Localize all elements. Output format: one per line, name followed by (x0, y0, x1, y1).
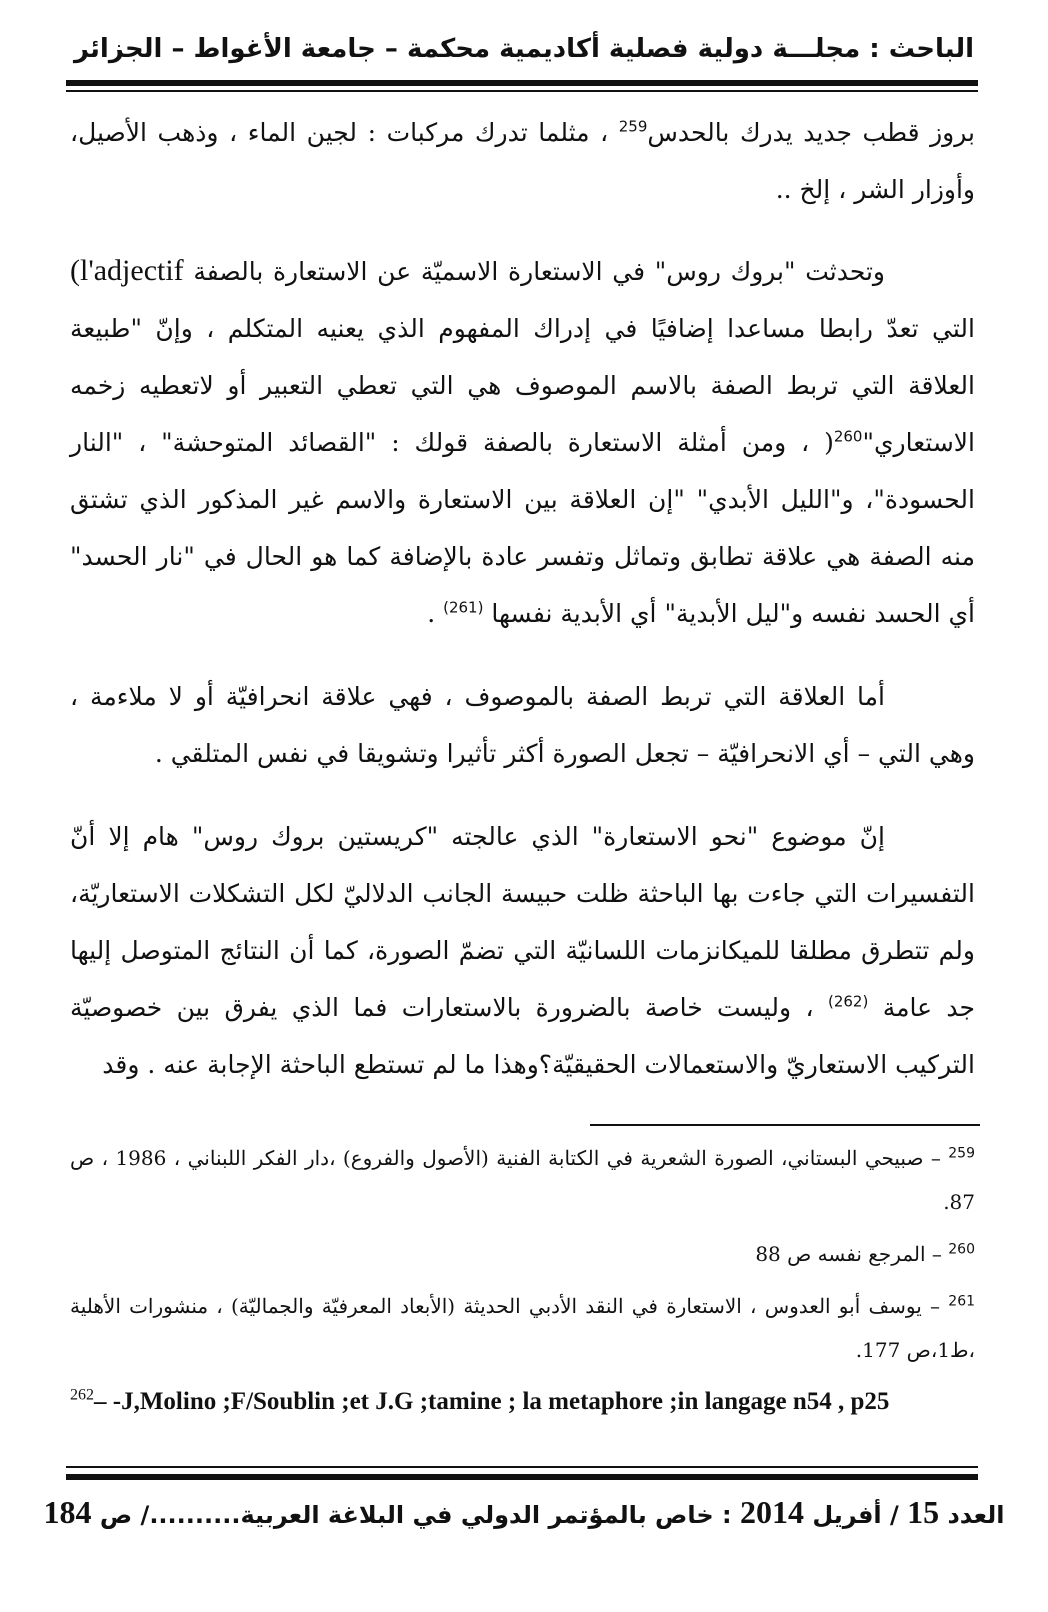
paragraph-4-text-a: إنّ موضوع "نحو الاستعارة" الذي عالجته "كريستين بروك روس" هام إلا أنّ التفسيرات التي جاءت بها الباحثة ظلت حبيسة الجانب الدلاليّ لكل التشكلات الاستعاريّة، ولم تتطرق مطلقا للميكانزمات اللسانيّة التي تضمّ الصورة، كما أن النتائج المتوصل إليها جد عامة (70, 822, 976, 1022)
header-rule-thick (66, 80, 978, 86)
paragraph-1-text-b: ، مثلما تدرك مركبات : لجين الماء ، وذهب الأصيل، وأوزار الشر ، إلخ .. (70, 118, 975, 204)
paragraph-2-text-c: ( ، ومن أمثلة الاستعارة بالصفة قولك : "القصائد المتوحشة" ، "النار الحسودة"، و"الليل الأبدي" "إن العلاقة بين الاستعارة والاسم غير المذكور الذي تشتق منه الصفة هي علاقة تطابق وتماثل وتفسر عادة بالإضافة كما هو الحال في "نار الحسد" أي الحسد نفسه و"ليل الأبدية" أي الأبدية نفسها (70, 428, 975, 628)
paragraph-1-text-a: بروز قطب جديد يدرك بالحدس (647, 118, 975, 147)
footnote-text: – يوسف أبو العدوس ، الاستعارة في النقد الأدبي الحديثة (الأبعاد المعرفيّة والجماليّة) ، منشورات الأهلية ،ط1،ص 177. (70, 1294, 975, 1362)
paragraph-2 (70, 242, 975, 642)
footnote-separator (590, 1124, 980, 1126)
footnote-ref-262[interactable]: (262) (827, 992, 869, 1011)
paragraph-2-text-b: التي تعدّ رابطا مساعدا إضافيًا في إدراك المفهوم الذي يعنيه المتكلم ، وإنّ "طبيعة العلاقة التي تربط الصفة بالاسم الموصوف هي التي تعطي التعبير أو لاتعطيه زخمه الاستعاري" (70, 314, 975, 457)
footnote-261 (70, 1284, 975, 1372)
footnote-259 (70, 1136, 975, 1224)
special-issue-note: : خاص بالمؤتمر الدولي في البلاغة العربية........../ (140, 1501, 732, 1529)
footnote-262 (70, 1380, 975, 1424)
footer-rule-thick (66, 1474, 978, 1480)
footnote-number: 260 (948, 1241, 975, 1258)
footnote-ref-260[interactable]: 260 (833, 427, 863, 446)
page-label: ص (99, 1501, 133, 1529)
paragraph-4 (70, 808, 975, 1093)
running-header: الباحث : مجلـــة دولية فصلية أكاديمية محكمة – جامعة الأغواط – الجزائر (73, 34, 975, 64)
footnote-number: 261 (948, 1293, 976, 1310)
paragraph-2-text-d: . (427, 599, 436, 628)
footer-rule-thin (66, 1466, 978, 1468)
running-footer (0, 1494, 1048, 1531)
footnote-ref-259[interactable]: 259 (618, 117, 648, 136)
page-number: 184 (43, 1494, 92, 1530)
article-body (70, 104, 975, 1119)
footnote-number: 259 (948, 1145, 975, 1162)
paragraph-3: أما العلاقة التي تربط الصفة بالموصوف ، فهي علاقة انحرافيّة أو لا ملاءمة ، وهي التي – أي الانحرافيّة – تجعل الصورة أكثر تأثيرا وتشويقا في نفس المتلقي . (70, 682, 975, 768)
paragraph-4-text-b: ، وليست خاصة بالضرورة بالاستعارات فما الذي يفرق بين خصوصيّة التركيب الاستعاريّ والاستعمالات الحقيقيّة؟وهذا ما لم تستطع الباحثة الإجابة عنه . وقد (70, 993, 975, 1079)
paragraph-2-text-a: وتحدثت "بروك روس" في الاستعارة الاسميّة عن الاستعارة بالصفة (193, 257, 885, 286)
footer-separator: / (890, 1501, 899, 1529)
footnote-260 (70, 1232, 975, 1276)
footnote-text: – -J,Molino ;F/Soublin ;et J.G ;tamine ; la metaphore ;in langage n54 , p25 (94, 1388, 890, 1415)
footnote-number: 262 (70, 1386, 94, 1404)
header-rule-thin (66, 90, 978, 92)
latin-term: (l'adjectif (70, 254, 184, 287)
issue-year: 2014 (739, 1494, 804, 1530)
issue-month: أفريل (812, 1501, 882, 1529)
issue-label: العدد (947, 1501, 1005, 1529)
footnotes (70, 1136, 975, 1424)
footnote-text: – المرجع نفسه ص 88 (755, 1242, 942, 1266)
footnote-ref-261[interactable]: (261) (443, 598, 484, 617)
paragraph-1 (70, 104, 975, 218)
issue-number: 15 (907, 1494, 940, 1530)
footnote-text: – صبيحي البستاني، الصورة الشعرية في الكتابة الفنية (الأصول والفروع) ،دار الفكر اللبناني ، 1986 ، ص 87. (70, 1146, 975, 1214)
